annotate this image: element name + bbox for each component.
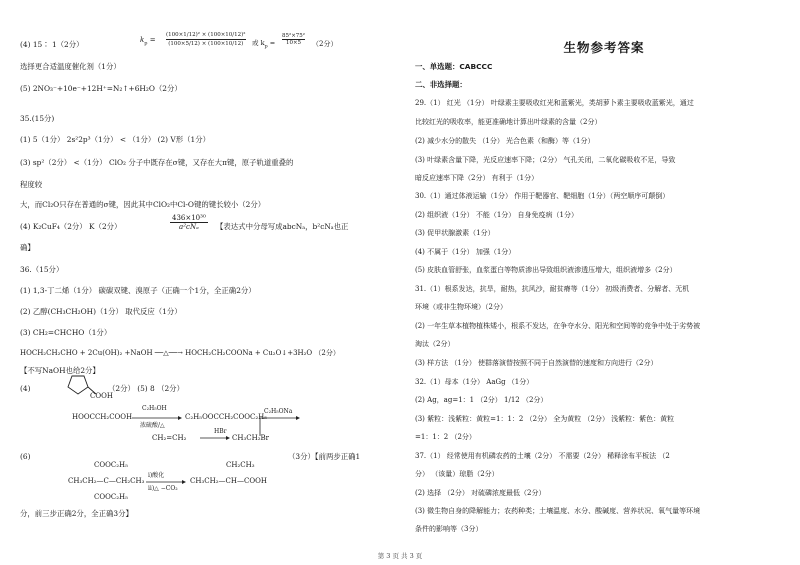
ethyl-bromide: CH₃CH₂Br — [232, 434, 270, 442]
answer-line: 31.（1）根系发达，抗旱，耐热，抗风沙，耐贫瘠等（1分） 初级消费者、分解者、无机 — [415, 285, 690, 293]
answer-line: (3) sp²（2分） <（1分） ClO₂ 分子中既存在σ键，又存在大π键，原子轨道重叠的 — [20, 158, 294, 167]
answer-line: 环境（或非生物环境）（2分） — [415, 303, 507, 311]
density-fraction: 436×10³⁰ a²cNₐ — [172, 214, 206, 231]
answer-line: (2) 组织液（1分） 不能（1分） 自身免疫病（1分） — [415, 211, 578, 219]
ethene: CH₂=CH₂ — [152, 434, 187, 442]
answer-line: (6) — [20, 452, 31, 461]
section-heading: 一、单选题：CABCCC — [415, 62, 493, 71]
kp-fraction: (100×1/12)² × (100×10/12)² (100×5/12) × (100×10/12) — [166, 32, 246, 47]
reagent-acid: 浓硫酸/△ — [140, 422, 165, 429]
kp-formula: $k_p$ = — [140, 36, 156, 47]
answer-line: 确】 — [20, 243, 35, 252]
answer-line: (4) — [20, 384, 31, 393]
reagent-ethanol: C₂H₅OH — [142, 405, 167, 412]
reagent-ethoxide: C₂H₅ONa — [264, 408, 293, 415]
kp-alt-fraction: 85²×75² 10×5 — [282, 33, 306, 46]
section-heading: 35.(15分) — [20, 114, 55, 123]
answer-note: （3分）【前两步正确1 — [288, 452, 361, 461]
answer-line: 程度较 — [20, 180, 43, 189]
reaction-arrow — [200, 436, 230, 440]
synthesis-start: HOOCCH₂COOH — [72, 413, 133, 421]
answer-note: 【表达式中分母写成abcNₐ，b²cNₐ也正 — [216, 222, 349, 231]
answer-line: 37.（1） 经常使用有机磷农药的土壤（2分） 不需要（2分） 稀释涂布平板法 （2 — [415, 452, 670, 460]
answer-line: (4) 15∶ 1（2分） — [20, 40, 84, 49]
answer-line: (3) CH₂=CHCHO（1分） — [20, 328, 112, 337]
malonate-bottom: COOC₂H₅ — [94, 493, 128, 501]
answer-line: (1) 5（1分） 2s²2p³（1分） < （1分） (2) V形（1分） — [20, 135, 211, 144]
answer-line: 30.（1）通过体液运输（1分） 作用于靶器官、靶细胞（1分）（两空顺序可颠倒） — [415, 192, 670, 200]
answer-line: (2) 一年生草本植物植株矮小，根系不发达，在争夺水分、阳光和空间等的竞争中处于劣势被 — [415, 322, 701, 330]
reaction-arrow — [146, 480, 186, 484]
answer-line: 选择更合适温度催化剂（1分） — [20, 62, 121, 71]
answer-line: (2) Ag，ag=1：1 （2分） 1/12 （2分） — [415, 396, 548, 404]
reagent-hbr: HBr — [214, 428, 227, 435]
answer-line: (3) 微生物自身的降解能力；农药种类；土壤温度、水分、酸碱度、营养状况、氧气量等环境 — [415, 507, 701, 515]
answer-line: =1：1：2 （2分） — [415, 433, 476, 441]
answer-line: 32.（1）母本（1分） AaGg （1分） — [415, 378, 534, 386]
reaction-equation: HOCH₂CH₂CHO + 2Cu(OH)₂ +NaOH ──△──→ HOCH₂CH₂COONa + Cu₂O↓+3H₂O （2分） — [20, 349, 340, 357]
malonate-center: CH₃CH₂—C—CH₂CH₃ — [68, 477, 145, 485]
answer-line: (3) 样方法 （1分） 使群落演替按照不同于自然演替的速度和方向进行（2分） — [415, 359, 658, 367]
answer-line: (3) 促甲状腺激素（1分） — [415, 229, 495, 237]
section-heading: 36.（15分） — [20, 265, 64, 274]
answer-line: (2) 选择 （2分） 对硫磷浓度最低（2分） — [415, 489, 546, 497]
answer-line: 淘汰（2分） — [415, 340, 455, 348]
cooh-label: COOH — [90, 392, 113, 400]
reagent-acidify: ⅰ)酸化 — [148, 472, 165, 479]
answer-line: 比较红光的吸收率，能更准确地计算出叶绿素的含量（2分） — [415, 118, 602, 126]
answer-note: 分，前三步正确2分，全正确3分】 — [20, 509, 133, 518]
synthesis-product: C₂H₅OOCCH₂COOC₂H₅ — [185, 413, 268, 421]
product-ethyl-branch: CH₂CH₃ — [226, 461, 255, 469]
answer-line: (5) 2NO₃⁻+10e⁻+12H⁺=N₂↑+6H₂O（2分） — [20, 84, 182, 93]
reagent-decarboxylate: ⅱ)△ −CO₂ — [148, 485, 178, 492]
answer-line: (2) 乙醇(CH₃CH₂OH)（1分） 取代反应（1分） — [20, 307, 182, 316]
answer-line: 暗反应速率下降（2分） 有利于（1分） — [415, 174, 539, 182]
product-butanoic-acid: CH₃CH₂—CH—COOH — [190, 477, 267, 485]
answer-line: (3) 叶绿素含量下降，光反应速率下降；（2分） 气孔关闭，二氧化碳吸收不足，导致 — [415, 156, 676, 164]
answer-line: (3) 紫粒：浅紫粒：黄粒=1：1：2 （2分） 全为黄粒 （2分） 浅紫粒：紫色：黄粒 — [415, 415, 675, 423]
answer-line: （2分） (5) 8 （2分） — [108, 384, 184, 393]
kp-alt: 或 $k_p$ = — [252, 39, 276, 50]
page-footer: 第 3 页 共 3 页 — [377, 552, 423, 560]
page-title: 生物参考答案 — [563, 40, 645, 55]
section-heading: 二、非选择题： — [415, 80, 467, 89]
answer-line: 条件的影响等（3分） — [415, 525, 483, 533]
answer-line: (5) 皮肤血管舒张，血浆蛋白等物质渗出导致组织液渗透压增大，组织液增多（2分） — [415, 266, 677, 274]
answer-line: (4) K₂CuF₄（2分） K（2分） — [20, 222, 122, 231]
answer-line: (2) 减少水分的散失 （1分） 光合色素（和酶）等（1分） — [415, 137, 595, 145]
answer-line: (4) 不属于（1分） 加强（1分） — [415, 248, 516, 256]
answer-line: (1) 1,3-丁二烯（1分） 碳碳双键、溴原子（正确一个1分，全正确2分） — [20, 286, 256, 295]
answer-line: 大，而Cl₂O只存在普通的σ键，因此其中ClO₂中Cl-O键的键长较小（2分） — [20, 200, 266, 209]
answer-note: 【不写NaOH也给2分】 — [20, 366, 100, 375]
kp-score: （2分） — [312, 40, 338, 48]
answer-line: 29.（1） 红光 （1分） 叶绿素主要吸收红光和蓝紫光，类胡萝卜素主要吸收蓝紫光，通过 — [415, 99, 694, 107]
malonate-top: COOC₂H₅ — [94, 461, 128, 469]
answer-line: 分） （该量）琼脂（2分） — [415, 470, 499, 478]
